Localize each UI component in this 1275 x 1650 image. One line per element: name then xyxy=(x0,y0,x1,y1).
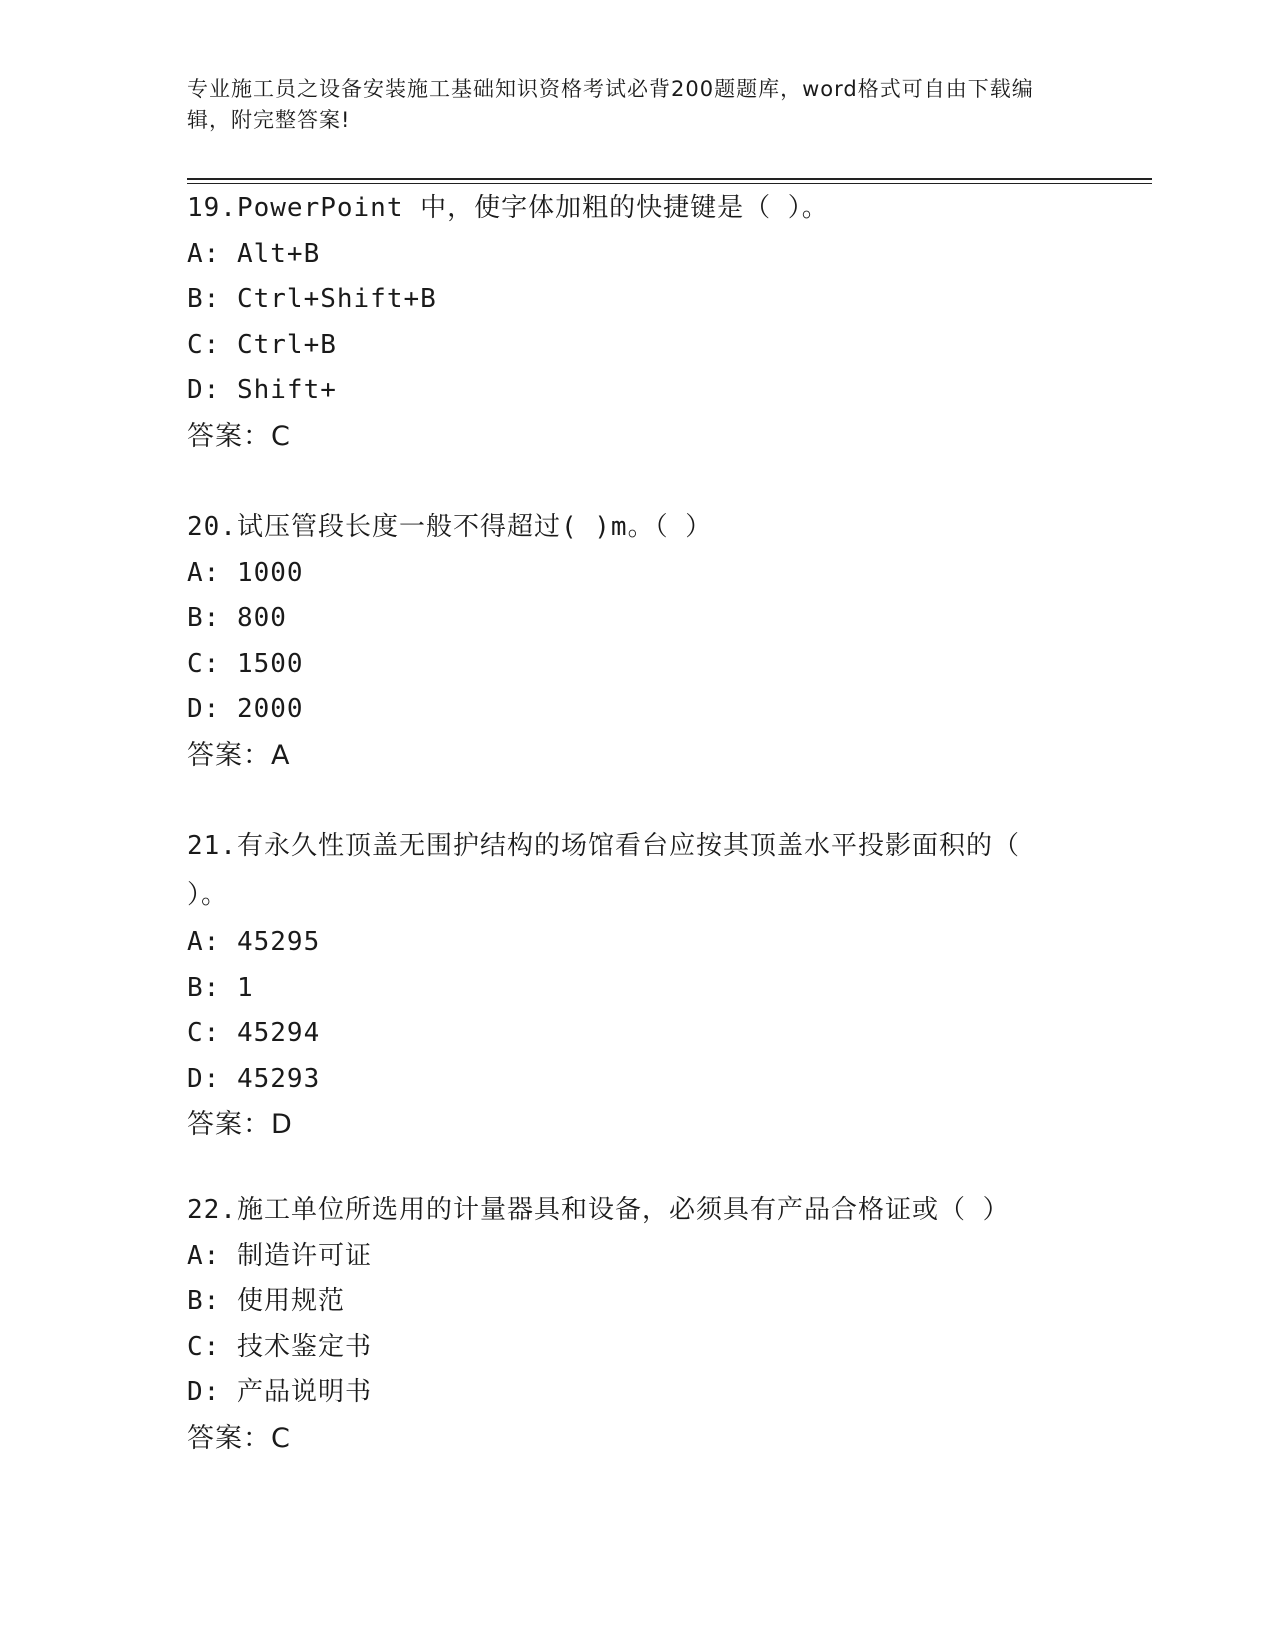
option-a: A: 制造许可证 xyxy=(187,1240,372,1271)
option-b: B: 800 xyxy=(187,603,287,633)
option-c: C: 技术鉴定书 xyxy=(187,1331,372,1362)
question-stem: 21.有永久性顶盖无围护结构的场馆看台应按其顶盖水平投影面积的（ ）。 xyxy=(187,831,1020,910)
document-header: 专业施工员之设备安装施工基础知识资格考试必背200题题库，word格式可自由下载编辑，附完整答案! xyxy=(187,77,1034,132)
option-a: A: 1000 xyxy=(187,557,304,588)
question-22 xyxy=(187,1188,1087,1461)
option-d: D: 产品说明书 xyxy=(187,1377,372,1407)
option-c: C: 1500 xyxy=(187,648,304,679)
option-c: C: 45294 xyxy=(187,1018,321,1048)
option-b: B: Ctrl+Shift+B xyxy=(187,284,437,314)
option-d: D: 45293 xyxy=(187,1063,321,1094)
header-divider xyxy=(187,178,1152,184)
option-d: D: 2000 xyxy=(187,694,304,724)
answer: 答案：A xyxy=(187,739,291,771)
question-19 xyxy=(187,186,1087,459)
question-21 xyxy=(187,822,1087,1148)
option-a: A: Alt+B xyxy=(187,238,321,269)
answer: 答案：D xyxy=(187,1109,293,1140)
option-a: A: 45295 xyxy=(187,927,321,957)
question-20 xyxy=(187,505,1087,778)
question-stem: 22.施工单位所选用的计量器具和设备，必须具有产品合格证或（ ） xyxy=(187,1195,1010,1225)
answer: 答案：C xyxy=(187,420,291,452)
question-stem: 20.试压管段长度一般不得超过( )m。（ ） xyxy=(187,512,713,542)
option-b: B: 1 xyxy=(187,972,254,1003)
option-c: C: Ctrl+B xyxy=(187,329,337,360)
answer: 答案：C xyxy=(187,1422,291,1454)
option-d: D: Shift+ xyxy=(187,375,337,405)
option-b: B: 使用规范 xyxy=(187,1286,345,1316)
question-stem: 19.PowerPoint 中，使字体加粗的快捷键是（ ）。 xyxy=(187,193,829,223)
